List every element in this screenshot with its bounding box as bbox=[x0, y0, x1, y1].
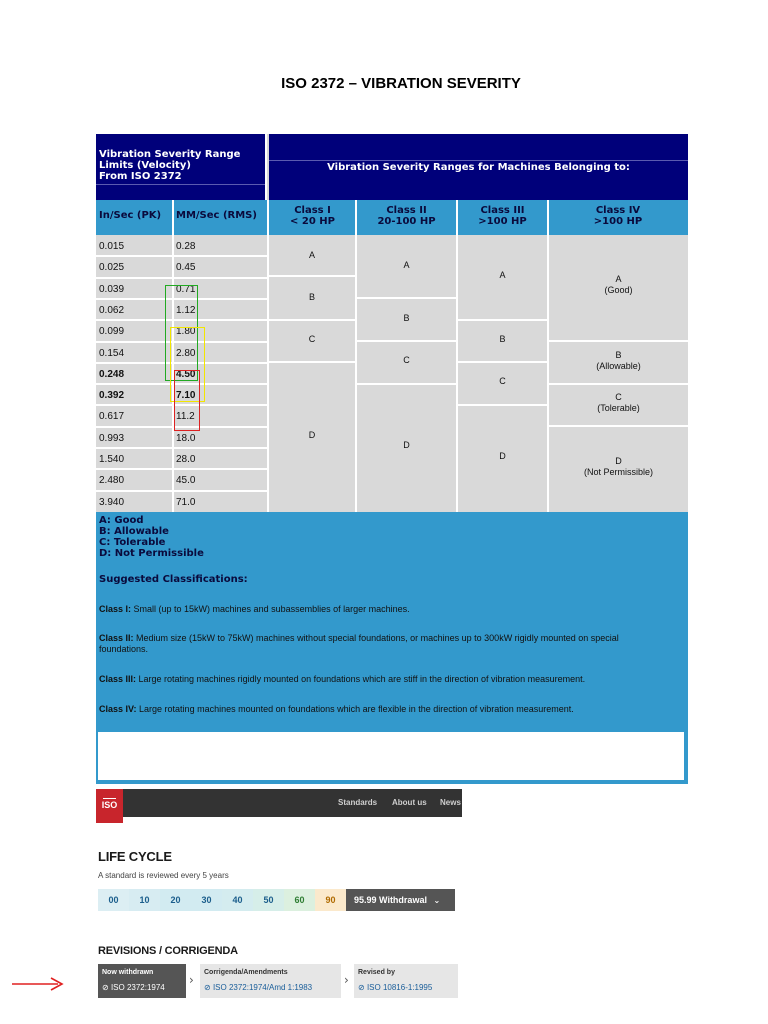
nav-link-about-us[interactable]: About us bbox=[392, 798, 427, 807]
nav-link-standards[interactable]: Standards bbox=[338, 798, 378, 807]
class-3-name: Class III bbox=[480, 205, 525, 216]
zone-c4-c-desc: (Tolerable) bbox=[597, 403, 640, 413]
chevron-right-icon: › bbox=[189, 973, 194, 987]
row-mmrms-value: 2.80 bbox=[176, 347, 196, 359]
revision-link[interactable] bbox=[358, 983, 454, 992]
column-head-class-3 bbox=[457, 200, 548, 235]
zone-c4-c-letter: C bbox=[615, 392, 622, 402]
iso-nav-bar bbox=[96, 789, 462, 817]
class-1-text: Small (up to 15kW) machines and subassemblies of larger machines. bbox=[131, 604, 410, 614]
revisions-title: REVISIONS / CORRIGENDA bbox=[98, 945, 238, 957]
revision-card-label: Corrigenda/Amendments bbox=[204, 969, 288, 976]
zone-c4-a-letter: A bbox=[615, 274, 622, 284]
class-4-label: Class IV: bbox=[99, 704, 137, 714]
revision-card-label: Revised by bbox=[358, 969, 395, 976]
row-inpk-value: 0.392 bbox=[99, 390, 125, 402]
row-inpk-value: 0.062 bbox=[99, 304, 125, 316]
red-highlight-box bbox=[174, 370, 200, 431]
row-mmrms-value: 1.80 bbox=[176, 326, 196, 338]
row-inpk-value: 0.154 bbox=[99, 347, 125, 359]
legend-key-c: C: Tolerable bbox=[99, 537, 166, 548]
header-left-line-2: Limits (Velocity) bbox=[99, 160, 191, 171]
row-inpk-value: 0.015 bbox=[99, 241, 125, 252]
row-mmrms-value: 7.10 bbox=[176, 390, 196, 402]
iso-logo[interactable]: ISO bbox=[96, 789, 123, 823]
zone-c4-d bbox=[549, 456, 688, 478]
row-mmrms-value: 18.0 bbox=[176, 432, 196, 444]
stage-20[interactable]: 20 bbox=[160, 889, 191, 911]
header-left-line-3: From ISO 2372 bbox=[99, 171, 182, 182]
withdrawn-icon: ⊘ bbox=[204, 983, 211, 992]
row-mmrms-value: 1.12 bbox=[176, 304, 196, 316]
stage-90[interactable]: 90 bbox=[315, 889, 346, 911]
zone-c3-a: A bbox=[499, 270, 506, 280]
row-separator bbox=[96, 255, 267, 257]
zone-c4-d-desc: (Not Permissible) bbox=[583, 467, 653, 477]
class-4-name: Class IV bbox=[595, 205, 641, 216]
stage-40[interactable]: 40 bbox=[222, 889, 253, 911]
class-3-label: Class III: bbox=[99, 674, 137, 684]
zone-c3-c: C bbox=[499, 376, 506, 386]
revision-link-text: ISO 2372:1974/Amd 1:1983 bbox=[212, 983, 313, 992]
stage-50[interactable]: 50 bbox=[253, 889, 284, 911]
row-separator bbox=[96, 277, 267, 279]
row-mmrms-value: 11.2 bbox=[176, 411, 195, 423]
revision-link-text: ISO 2372:1974 bbox=[110, 983, 165, 992]
header-left-line-1: Vibration Severity Range bbox=[99, 149, 241, 160]
column-head-class-4 bbox=[548, 200, 688, 235]
class-3-description bbox=[99, 674, 659, 685]
class-4-description bbox=[99, 704, 659, 715]
row-mmrms-value: 45.0 bbox=[176, 475, 196, 487]
column-head-inpk: In/Sec (PK) bbox=[96, 200, 173, 235]
row-inpk-value: 0.248 bbox=[99, 368, 125, 380]
stage-30[interactable]: 30 bbox=[191, 889, 222, 911]
row-inpk-value: 3.940 bbox=[99, 496, 125, 508]
row-inpk-value: 0.617 bbox=[99, 411, 125, 423]
legend-key-a: A: Good bbox=[99, 515, 144, 526]
zone-c2-a: A bbox=[403, 260, 410, 270]
row-mmrms-value: 0.28 bbox=[176, 241, 196, 252]
row-inpk-value: 0.039 bbox=[99, 283, 125, 295]
zone-c4-b bbox=[549, 350, 688, 372]
row-inpk-value: 2.480 bbox=[99, 475, 125, 487]
revision-link-text: ISO 10816-1:1995 bbox=[366, 983, 433, 992]
row-mmrms-value: 0.71 bbox=[176, 283, 196, 295]
zone-c1-a: A bbox=[308, 250, 315, 260]
withdrawal-label: 95.99 Withdrawal bbox=[354, 895, 427, 905]
column-head-mmrms: MM/Sec (RMS) bbox=[173, 200, 269, 235]
withdrawn-icon: ⊘ bbox=[102, 983, 109, 992]
row-separator bbox=[96, 447, 267, 449]
stage-withdrawal-dropdown[interactable] bbox=[346, 889, 455, 911]
zone-c4-b-desc: (Allowable) bbox=[596, 361, 641, 371]
revision-card-now-withdrawn[interactable] bbox=[98, 964, 186, 998]
zone-c2-b: B bbox=[403, 313, 410, 323]
class-3-text: Large rotating machines rigidly mounted on foundations which are stiff in the direction of vibration measurement. bbox=[136, 674, 586, 684]
page-title: ISO 2372 – VIBRATION SEVERITY bbox=[281, 75, 521, 92]
class-1-label: Class I: bbox=[99, 604, 132, 614]
class-2-text: Medium size (15kW to 75kW) machines without special foundations, or machines up to 300kW rigidly mounted on special foundations. bbox=[99, 633, 619, 654]
row-inpk-value: 0.099 bbox=[99, 326, 125, 338]
legend-key-d: D: Not Permissible bbox=[99, 548, 204, 559]
class-4-text: Large rotating machines mounted on foundations which are flexible in the direction of vibration measurement. bbox=[136, 704, 574, 714]
zone-c4-a bbox=[549, 274, 688, 296]
zone-c2-c: C bbox=[403, 355, 410, 365]
row-separator bbox=[96, 490, 267, 492]
revision-link[interactable] bbox=[204, 983, 337, 992]
stage-00[interactable]: 00 bbox=[98, 889, 129, 911]
life-cycle-title: LIFE CYCLE bbox=[98, 849, 172, 864]
zone-c3-d: D bbox=[499, 451, 506, 461]
legend-key-b: B: Allowable bbox=[99, 526, 169, 537]
zone-c4-c bbox=[549, 392, 688, 414]
class-1-name: Class I bbox=[294, 205, 331, 216]
zone-c2-d: D bbox=[403, 440, 410, 450]
revision-card-corrigenda[interactable] bbox=[200, 964, 341, 998]
row-inpk-value: 1.540 bbox=[99, 454, 125, 465]
chevron-down-icon: ⌄ bbox=[433, 896, 441, 905]
column-head-class-1 bbox=[269, 200, 356, 235]
zone-c4-b-letter: B bbox=[615, 350, 622, 360]
red-arrow-icon bbox=[12, 977, 64, 991]
class-1-range: < 20 HP bbox=[290, 216, 335, 227]
row-inpk-value: 0.025 bbox=[99, 262, 125, 274]
table-header-left bbox=[96, 134, 267, 200]
legend-panel bbox=[96, 512, 688, 784]
suggested-classifications-title: Suggested Classifications: bbox=[99, 574, 248, 585]
chevron-right-icon: › bbox=[344, 973, 349, 987]
vibration-severity-table bbox=[96, 134, 688, 784]
row-mmrms-value: 71.0 bbox=[176, 496, 196, 508]
zone-c1-d: D bbox=[308, 430, 316, 440]
life-cycle-subtitle: A standard is reviewed every 5 years bbox=[98, 871, 229, 880]
row-separator bbox=[96, 468, 267, 470]
class-2-description bbox=[99, 633, 659, 655]
table-header-right bbox=[269, 134, 688, 200]
stage-60[interactable]: 60 bbox=[284, 889, 315, 911]
class-2-label: Class II: bbox=[99, 633, 134, 643]
row-mmrms-value: 28.0 bbox=[176, 454, 196, 465]
zone-c3-b: B bbox=[499, 334, 506, 344]
row-inpk-value: 0.993 bbox=[99, 432, 125, 444]
row-mmrms-value: 4.50 bbox=[176, 368, 196, 380]
class-3-range: >100 HP bbox=[478, 216, 527, 227]
row-mmrms-value: 0.45 bbox=[176, 262, 196, 274]
zone-c4-a-desc: (Good) bbox=[604, 285, 633, 295]
class-1-description bbox=[99, 604, 659, 615]
revision-card-revised-by[interactable] bbox=[354, 964, 458, 998]
empty-note-box bbox=[98, 732, 684, 780]
zone-c1-c: C bbox=[308, 334, 316, 344]
nav-link-news[interactable]: News bbox=[440, 798, 461, 807]
zone-c1-b: B bbox=[308, 292, 315, 302]
revision-card-label: Now withdrawn bbox=[102, 969, 154, 976]
column-head-class-2 bbox=[356, 200, 457, 235]
class-2-range: 20-100 HP bbox=[377, 216, 436, 227]
class-4-range: >100 HP bbox=[593, 216, 643, 227]
stage-10[interactable]: 10 bbox=[129, 889, 160, 911]
withdrawn-icon: ⊘ bbox=[358, 983, 365, 992]
revision-link[interactable] bbox=[102, 983, 182, 992]
zone-c4-d-letter: D bbox=[615, 456, 622, 466]
header-right-text: Vibration Severity Ranges for Machines Belonging to: bbox=[327, 162, 630, 173]
class-2-name: Class II bbox=[386, 205, 427, 216]
